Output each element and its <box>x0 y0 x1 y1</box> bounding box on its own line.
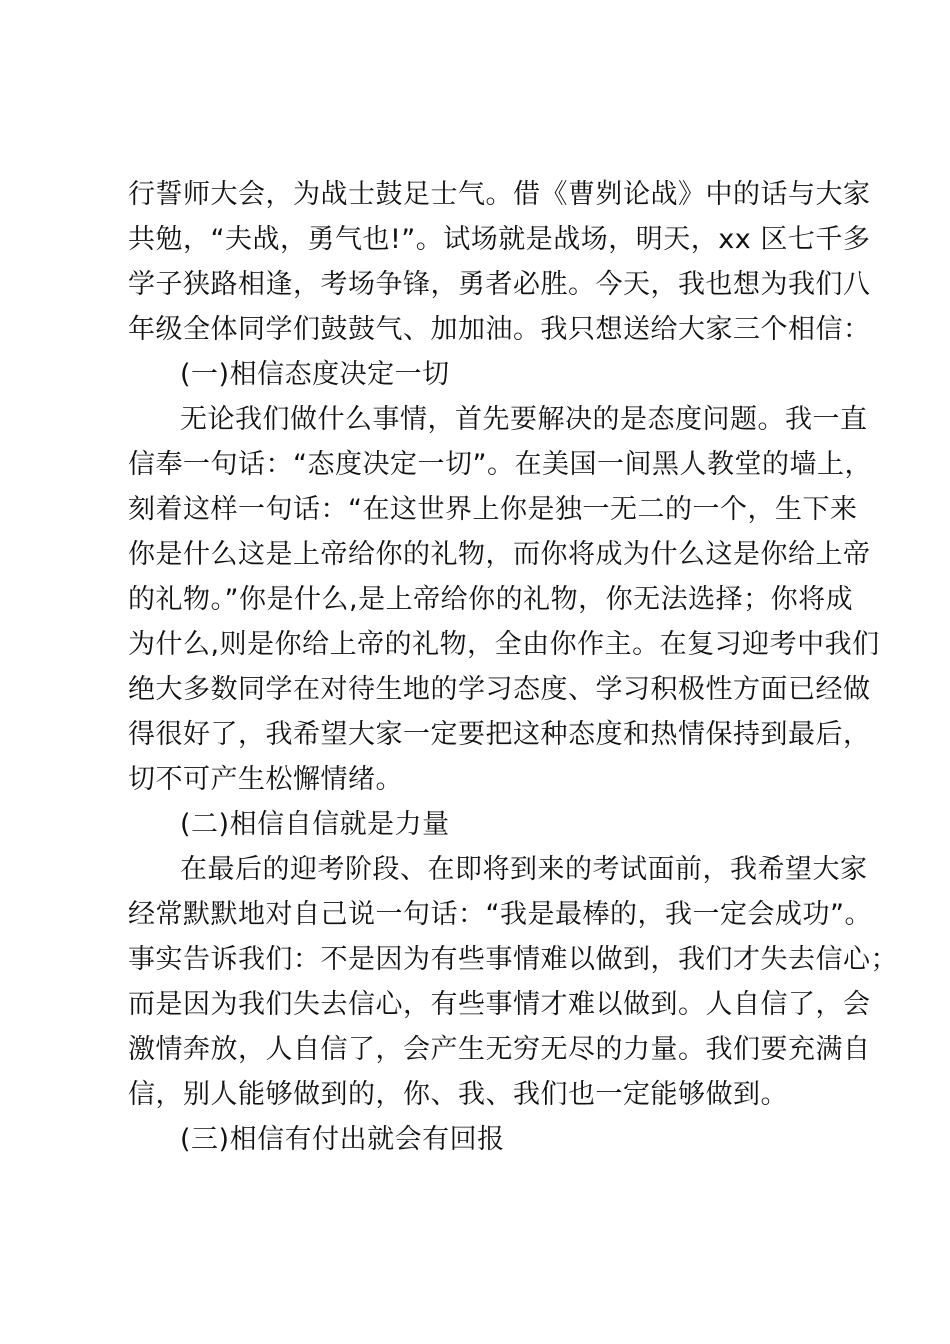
body-line: 而是因为我们失去信心，有些事情才难以做到。人自信了，会 <box>128 989 871 1020</box>
body-line: 刻着这样一句话：“在这世界上你是独一无二的一个，生下来 <box>128 494 858 525</box>
body-line: 的礼物。”你是什么,是上帝给你的礼物，你无法选择；你将成 <box>128 584 854 615</box>
body-line: 为什么,则是你给上帝的礼物，全由你作主。在复习迎考中我们 <box>128 629 880 660</box>
paragraph-start: 无论我们做什么事情，首先要解决的是态度问题。我一直 <box>180 404 868 435</box>
body-line: 激情奔放，人自信了，会产生无穷无尽的力量。我们要充满自 <box>128 1034 871 1065</box>
body-line: 信奉一句话：“态度决定一切”。在美国一间黑人教堂的墙上， <box>128 449 872 480</box>
body-line: 绝大多数同学在对待生地的学习态度、学习积极性方面已经做 <box>128 674 871 705</box>
body-line: 得很好了，我希望大家一定要把这种态度和热情保持到最后， <box>128 719 871 750</box>
body-line: 经常默默地对自己说一句话：“我是最棒的，我一定会成功”。 <box>128 899 872 930</box>
section-heading-2: (二)相信自信就是力量 <box>180 809 450 840</box>
document-body <box>128 172 898 1162</box>
body-line: 切不可产生松懈情绪。 <box>128 764 403 795</box>
section-heading-1: (一)相信态度决定一切 <box>180 359 450 390</box>
body-line: 事实告诉我们：不是因为有些事情难以做到，我们才失去信心； <box>128 944 898 975</box>
body-line: 学子狭路相逢，考场争锋，勇者必胜。今天，我也想为我们八 <box>128 269 871 300</box>
body-line: 信，别人能够做到的，你、我、我们也一定能够做到。 <box>128 1079 788 1110</box>
body-line: 行誓师大会，为战士鼓足士气。借《曹刿论战》中的话与大家 <box>128 179 871 210</box>
body-line: 年级全体同学们鼓鼓气、加加油。我只想送给大家三个相信： <box>128 314 871 345</box>
section-heading-3: (三)相信有付出就会有回报 <box>180 1124 505 1155</box>
body-line: 你是什么这是上帝给你的礼物，而你将成为什么这是你给上帝 <box>128 539 871 570</box>
paragraph-start: 在最后的迎考阶段、在即将到来的考试面前，我希望大家 <box>180 854 868 885</box>
body-line: 共勉，“夫战，勇气也!”。试场就是战场，明天，xx 区七千多 <box>128 224 871 255</box>
